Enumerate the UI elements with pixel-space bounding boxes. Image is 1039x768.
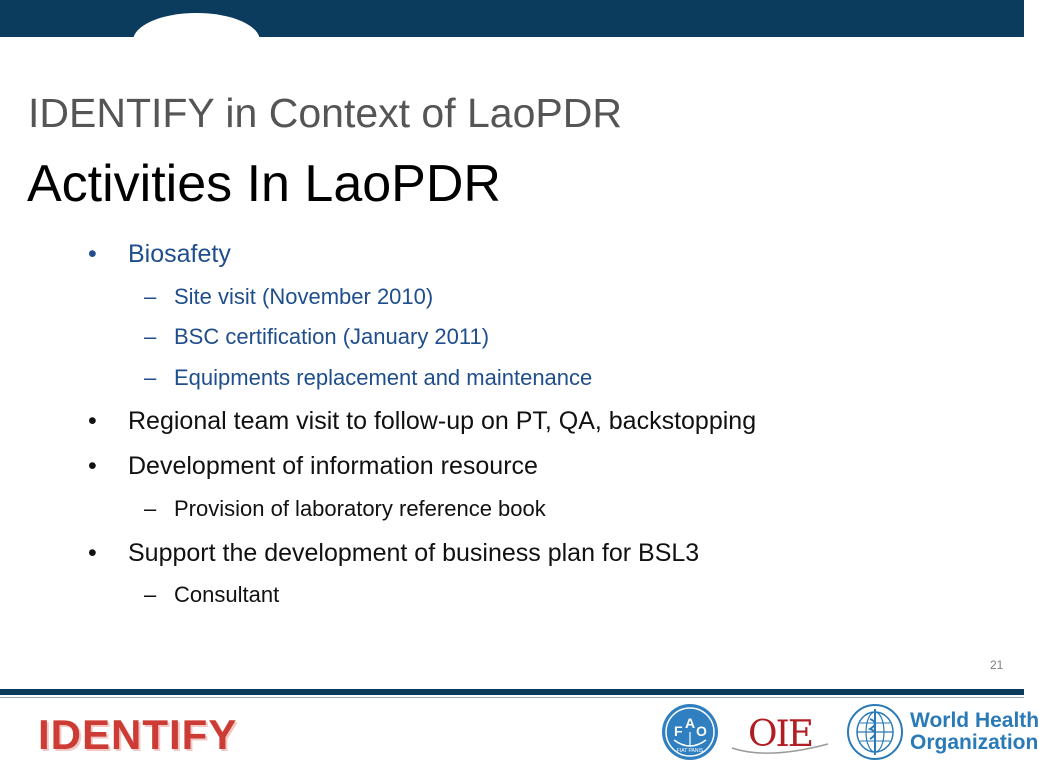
who-line2: Organization (910, 731, 1039, 754)
fao-motto: FIAT PANIS (676, 748, 704, 754)
dash-marker: – (144, 496, 157, 521)
bullet-marker: • (88, 539, 97, 567)
dash-marker: – (144, 324, 157, 349)
bullet-text: Support the development of business plan for BSL3 (128, 539, 700, 567)
footer-bar (0, 689, 1024, 695)
oie-logo-text: OIE (748, 714, 813, 755)
oie-logo (728, 708, 833, 760)
sub-bullet-text: Site visit (November 2010) (174, 284, 434, 309)
sub-bullet-text: Equipments replacement and maintenance (174, 365, 593, 390)
who-emblem-icon (846, 703, 904, 761)
identify-logo: IDENTIFY (38, 711, 238, 758)
bullet-marker: • (88, 407, 97, 435)
footer-divider (0, 697, 1024, 698)
bullet-marker: • (88, 452, 97, 480)
dash-marker: – (144, 365, 157, 390)
who-line1: World Health (910, 709, 1039, 732)
sub-bullet-text: Provision of laboratory reference book (174, 496, 546, 521)
fao-letter-a: A (685, 715, 696, 731)
slide-title-line1: IDENTIFY in Context of LaoPDR (28, 90, 622, 136)
fao-letter-o: O (696, 723, 707, 739)
bullet-text: Regional team visit to follow-up on PT, QA, backstopping (128, 407, 757, 435)
fao-letter-f: F (674, 723, 683, 739)
page-number: 21 (990, 658, 1004, 672)
fao-logo (660, 702, 720, 762)
bullet-text: Development of information resource (128, 452, 538, 480)
sub-bullet-text: BSC certification (January 2011) (174, 324, 490, 349)
dash-marker: – (144, 284, 157, 309)
who-logo-text (910, 710, 1039, 754)
bullet-marker: • (88, 240, 97, 268)
dash-marker: – (144, 582, 157, 607)
bullet-text: Biosafety (128, 240, 231, 268)
sub-bullet-text: Consultant (174, 582, 280, 607)
slide-title-line2: Activities In LaoPDR (27, 155, 501, 213)
